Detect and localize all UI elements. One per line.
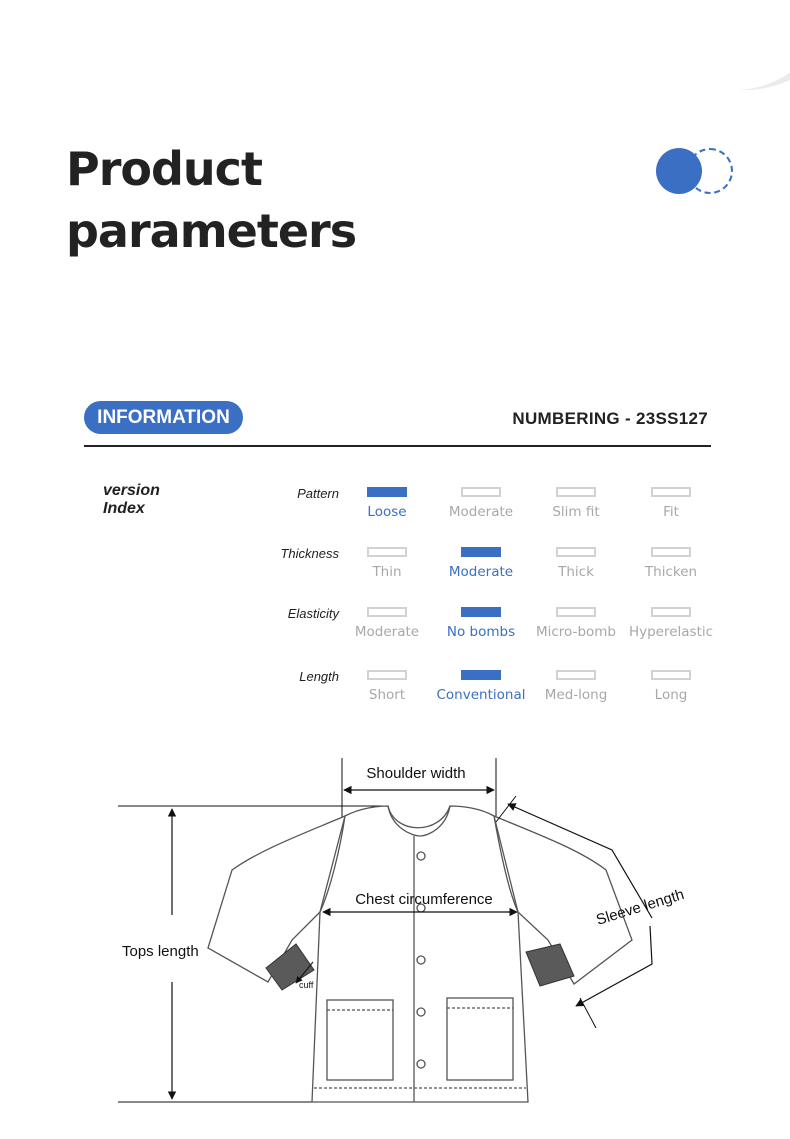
option-label: Slim fit (552, 504, 600, 520)
selected-indicator-bar (461, 607, 501, 617)
selected-indicator-bar (461, 670, 501, 680)
parameter-option (528, 486, 624, 520)
parameter-label: Thickness (280, 546, 339, 561)
option-label: Moderate (448, 564, 514, 580)
shoulder-width-label: Shoulder width (366, 765, 466, 782)
decorative-dashed-circle (687, 148, 733, 194)
parameter-option (339, 606, 435, 640)
parameter-label: Pattern (297, 486, 339, 501)
indicator-bar (367, 670, 407, 680)
page-title (66, 138, 356, 262)
option-label: Thin (372, 564, 402, 580)
section-divider (84, 445, 711, 447)
left-pocket (327, 1000, 393, 1080)
indicator-bar (651, 487, 691, 497)
cardigan-illustration (208, 806, 632, 1102)
sleeve-length-label: Sleeve length (594, 885, 687, 929)
title-line-1: Product (66, 142, 262, 196)
button (417, 1008, 425, 1016)
option-label: Thicken (644, 564, 698, 580)
parameter-label: Elasticity (287, 606, 339, 621)
parameter-option (528, 669, 624, 703)
parameter-option (433, 669, 529, 703)
parameter-option (623, 546, 719, 580)
indicator-bar (461, 487, 501, 497)
option-label: No bombs (446, 624, 516, 640)
option-label: Hyperelastic (628, 624, 714, 640)
option-label: Loose (367, 504, 407, 520)
indicator-bar (651, 670, 691, 680)
parameter-row-pattern (0, 486, 790, 526)
option-label: Conventional (436, 687, 526, 703)
option-label: Moderate (354, 624, 420, 640)
indicator-bar (556, 607, 596, 617)
indicator-bar (367, 547, 407, 557)
indicator-bar (556, 487, 596, 497)
parameter-label: Length (299, 669, 339, 684)
parameter-option (623, 486, 719, 520)
indicator-bar (556, 547, 596, 557)
corner-decoration-inner (640, 0, 790, 90)
indicator-bar (367, 607, 407, 617)
product-numbering: NUMBERING - 23SS127 (512, 409, 708, 428)
parameter-option (528, 546, 624, 580)
parameter-option (623, 606, 719, 640)
parameter-option (339, 486, 435, 520)
parameter-option (623, 669, 719, 703)
option-label: Moderate (448, 504, 514, 520)
indicator-bar (556, 670, 596, 680)
parameter-option (433, 606, 529, 640)
selected-indicator-bar (461, 547, 501, 557)
parameter-option (339, 546, 435, 580)
parameter-option (339, 669, 435, 703)
parameter-row-elasticity (0, 606, 790, 646)
parameter-row-length (0, 669, 790, 709)
option-label: Long (654, 687, 688, 703)
right-pocket (447, 998, 513, 1080)
option-label: Micro-bomb (535, 624, 616, 640)
option-label: Short (368, 687, 406, 703)
cuff-label: cuff (299, 980, 314, 990)
version-index-line-1: version (103, 482, 160, 499)
button (417, 1060, 425, 1068)
selected-indicator-bar (367, 487, 407, 497)
chest-circumference-label: Chest circumference (355, 891, 493, 908)
version-index-line-2: Index (103, 500, 145, 517)
option-label: Thick (558, 564, 594, 580)
title-line-2: parameters (66, 204, 357, 258)
parameter-row-thickness (0, 546, 790, 586)
information-badge: INFORMATION (84, 401, 243, 434)
garment-size-diagram (0, 740, 790, 1139)
option-label: Med-long (544, 687, 608, 703)
tops-length-label: Tops length (122, 943, 199, 960)
parameter-option (433, 546, 529, 580)
option-label: Fit (663, 504, 679, 520)
parameter-option (433, 486, 529, 520)
indicator-bar (651, 607, 691, 617)
parameter-option (528, 606, 624, 640)
button (417, 956, 425, 964)
indicator-bar (651, 547, 691, 557)
sleeve-guide-top (496, 796, 516, 822)
button (417, 852, 425, 860)
